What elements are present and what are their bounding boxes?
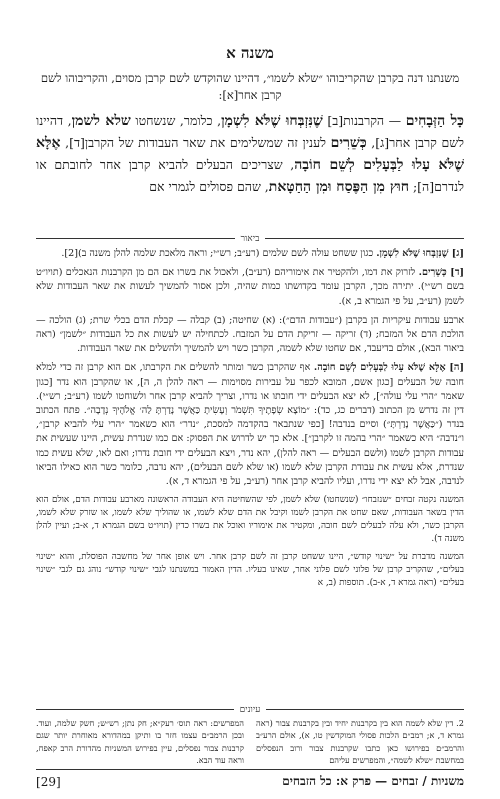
commentary-paragraph-2b: ארבע עבודות עיקריות הן בקרבן (״עבודות הדם״): (א) שחיטה; (ב) קבלה — קבלת הדם בכלי שרת; (ג) הולכה — הולכת הדם אל המזבח; (ד) זריקה — זריקת הדם על המזבח. לכתחילה יש לעשות את כל העבודות ״לשמן״ (ראה ביאור הבא), אולם בדיעבד, אם שחטו שלא לשמה, הקרבן כשר ויש להמשיך ולהשלים את שאר העבודות. [36,314,464,355]
commentary-paragraph-5: המשנה מדברת על ״שינוי קודש״, היינו ששחט קרבן זה לשם קרבן אחר. ויש אופן אחר של מחשבה הפוסלת, והוא ״שינוי בעלים״, שהקריב קרבן של פלוני לשם פלוני אחר, שאינו בעליו. הדין האמור במשנתנו לגבי ״שינוי קודש״ נוהג גם לגבי ״שינוי בעלים״ (ראה גמרא ד, א-ב). תוספות (ב, א [36,552,464,589]
page-number: [29] [36,774,61,789]
mishna-part-1: — הקרבנות[ב] [322,113,406,128]
notes-line-left [36,709,234,710]
commentary-paragraph-4: המשנה נקטה זבחים ״שנזבחו״ (שנשחטו) שלא לשמן, לפי שהשחיטה היא העבודה הראשונה מארבע עבודות הדם, אולם הוא הדין בשאר העבודות, שאם שחט את הקרבן לשמו וקיבל את הדם שלא לשמו, או שהוליך שלא לשמו, או שזרק שלא לשמו, הקרבן כשר, ולא עלה לבעלים לשם חובה, ומקטיר את אימוריו ואוכל את בשרו כדין (תויו״ט בשם הגמרא ד, א-ב; ועיין להלן משנה ד). [36,495,464,545]
mishna-part-5: , שצריכים הבעלים להביא קרבן אחר לחובתם או לנדרם[ה]; [36,157,464,194]
mishna-part-2: , כלומר, שנשחטו [130,113,222,128]
running-title: משניות / זבחים — פרק א: כל הזבחים [282,774,464,788]
mishna-bold-2: שלא לשמן [71,113,131,129]
page-footer [36,769,464,789]
commentary-lead-1: [ג] שֶׁנִּזְבְּחוּ שֶׁלֹּא לִשְׁמָן. [376,248,464,259]
commentary-body-1: כגון ששחט עולה לשם שלמים (רע״ב; רש״י; וראה מלאכת שלמה להלן משנה ב)[2]. [61,248,377,259]
mishna-bold-5: חוּץ מִן הַפֶּסַח וּמִן הַחַטָּאת [268,179,409,195]
commentary-lead-3: [ה] אֶלָּא שֶׁלֹּא עָלוּ לַבְּעָלִים לְשֵׁם חוֹבָה. [313,362,464,374]
commentary-paragraph-2 [36,266,464,309]
commentary-lead-2: [ד] כְּשֵׁרִים. [418,267,464,279]
mishna-part-6: , שהם פסולים לגמרי אם [149,179,269,194]
mishna-title: משנה א [226,44,274,62]
notes-divider [36,703,464,715]
commentary-label: ביאור [240,233,260,244]
commentary-paragraph-3 [36,361,464,489]
mishna-lead: כָּל הַזְּבָחִים [405,113,464,129]
commentary-divider [36,232,464,244]
mishna-part-3: , דהיינו לשם קרבן אחר[ג], [36,113,464,150]
notes-line-right [266,709,464,710]
commentary-body-3: אף שהקרבן כשר ומותר להשלים את הקרבתו, אם הוא קרבן זה כדי למלא חובה של הבעלים [כגון אשם, המובא לכפר על עבירות מסוימות — ראה להלן ה, ה], או שהקרבן הוא נדר [כגון שאמר ״הרי עלי עולה״], לא יצא הבעלים ידי חובתו או נדרו, וצריך להביא קרבן אחר ולשוחטו לשמו (רע״ב; רש״י). דין זה נדרש מן הכתוב (דברים כג, כד): ״מוֹצָא שְׂפָתֶיךָ תִּשְׁמֹר וְעָשִׂיתָ כַּאֲשֶׁר נָדַרְתָּ לַה׳ אֱלֹהֶיךָ נְדָבָה״. פתח הכתוב בנדר (״כַּאֲשֶׁר נָדַרְתָּ״) וסיים בנדבה! [כפי שנתבאר בהקדמה למסכת, ״נדר״ הוא כשאמר ״הרי עלי להביא קרבן״, ו״נדבה״ היא כשאמר ״הרי בהמה זו לקרבן״]. אלא כך יש לדרוש את הפסוק: אם כמו שנדרת עשית, היינו שעשית את עבודות הקרבן לשמו (ולשם הבעלים — ראה להלן), יהא נדר, ויצא הבעלים ידי חובת נדרו; ואם לאו, שלא עשית כמו שנדרת, אלא עשית את עבודת הקרבן שלא לשמו (או שלא לשם הבעלים), יהא נדבה, כלומר כשר הוא כאילו הביאו לנדבה, אבל לא יצא ידי נדרו, ועליו להביא קרבן אחר (רע״ב, על פי הגמרא ד, א). [36,362,464,488]
notes-column-right: 2. דין שלא לשמה הוא בין בקרבנות יחיד ובין בקרבנות צבור (ראה גמרא ד, א; רמב״ם הלכות פסולי המוקדשין טו, א), אולם הרע״ב והרמב״ם בפירושו כאן כתבו שקרבנות צבור ורוב הנפסלים במחשבת ״שלא לשמה״, והמפרשים עליהם [256,718,464,765]
commentary-body-2: לזרוק את דמו, ולהקטיר את אימוריהם (רע״ב), ולאכול את בשרו אם הם מן הקרבנות הנאכלים (תויו״ט בשם רש״י). יתירה מכך, הקרבן עומד בקדושתו כמות שהיה, ולכן אסור להמשיך לעשות את שאר העבודות שלא לשמן (רע״ב, על פי הגמרא ב, א). [36,267,464,307]
notes-label: עיונים [239,704,261,715]
divider-line-right [265,238,464,239]
mishna-bold-4: אֶלָּא שֶׁלֹּא עָלוּ לַבְּעָלִים לְשֵׁם חוֹבָה [36,135,464,173]
notes-section [36,717,464,766]
mishna-bold-1: שֶׁנִּזְבְּחוּ שֶׁלֹּא לִשְׁמָן [221,113,323,129]
commentary-section [36,247,464,595]
mishna-text [36,110,464,198]
intro-text: משנתנו דנה בקרבן שהקריבוהו ״שלא לשמו״, דהיינו שהוקדש לשם קרבן מסוים, והקריבוהו לשם קרבן אחר[א]: [40,71,460,102]
mishna-bold-3: כְּשֵׁרִים [330,135,367,151]
mishna-part-4: לענין זה שמשלימים את שאר העבודות של הקרבן[ד], [60,135,331,150]
commentary-paragraph-1 [36,247,464,261]
notes-column-left: המפרשים: ראה תוס׳ רעק״א; חק נתן; רש״ש; חשק שלמה, ועוד. ובכן הרמב״ם עצמו חזר בו ותיקן במהדורא מאוחרת יותר שגם קרבנות צבור נפסלים, עיין בפירוש המשניות מהדורת הרב קאפח, וראה עוד הבא. [36,718,244,765]
divider-line-left [36,238,235,239]
